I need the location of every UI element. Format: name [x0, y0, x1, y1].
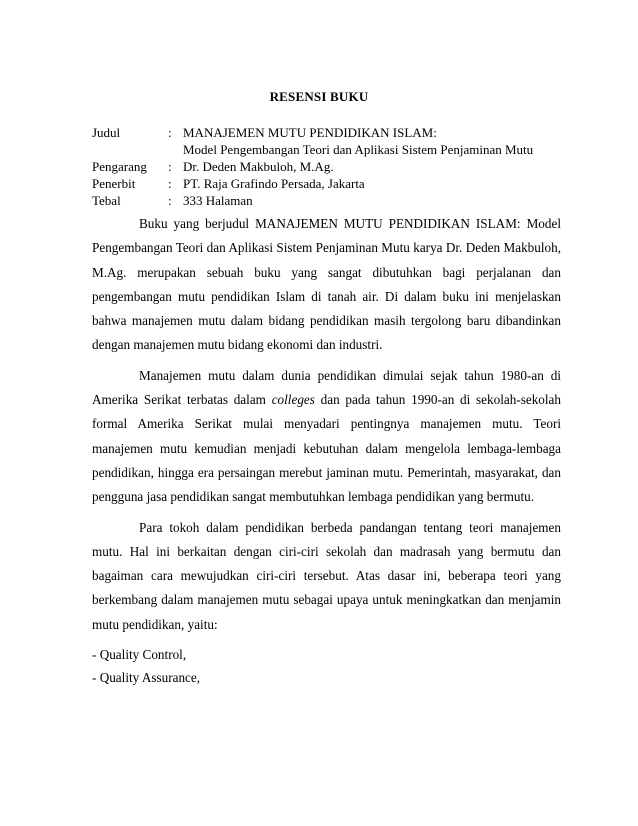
paragraph-1: Buku yang berjudul MANAJEMEN MUTU PENDIDIKAN ISLAM: Model Pengembangan Teori dan Aplikasi Sistem Penjaminan Mutu karya Dr. Deden Makbuloh, M.Ag. merupakan sebuah buku yang sangat dibutuhkan bagi perjalanan dan pengembangan mutu pendidikan Islam di tanah air. Di dalam buku ini menjelaskan bahwa manajemen mutu dalam bidang pendidikan masih tergolong baru dibandinkan dengan manajemen mutu bidang ekonomi dan industri. [92, 216, 561, 353]
paragraph-2-italic-term: colleges [271, 392, 315, 408]
meta-key-spacer [92, 141, 168, 158]
meta-row-judul [92, 124, 533, 141]
meta-value-tebal: 333 Halaman [183, 193, 253, 208]
meta-key-penerbit: Penerbit [92, 176, 136, 191]
meta-key-pengarang: Pengarang [92, 159, 147, 174]
paragraph-2 [92, 364, 561, 510]
meta-value-penerbit: PT. Raja Grafindo Persada, Jakarta [183, 176, 365, 191]
meta-value-judul-line2: Model Pengembangan Teori dan Aplikasi Sistem Penjaminan Mutu [183, 142, 534, 157]
meta-key-judul: Judul [92, 125, 121, 140]
paragraph-2-part-2: dan pada tahun 1990-an di sekolah-sekolah formal Amerika Serikat mulai menyadari pentingnya manajemen mutu. Teori manajemen mutu kemudian menjadi kebutuhan dalam mengelola lembaga-lembaga pendidikan, hingga era persaingan merebut jaminan mutu. Pemerintah, masyarakat, dan pengguna jasa pendidikan sangat membutuhkan lembaga pendidikan yang bermutu. [92, 392, 562, 505]
paragraph-2-part-1: Manajemen mutu dalam dunia pendidikan dimulai sejak tahun 1980-an di Amerika Serikat terbatas dalam [92, 367, 561, 408]
meta-row-judul-cont [92, 141, 533, 158]
meta-row-pengarang [92, 158, 533, 175]
paragraph-3: Para tokoh dalam pendidikan berbeda pandangan tentang teori manajemen mutu. Hal ini berkaitan dengan ciri-ciri sekolah dan madrasah yang bermutu dan bagaiman cara mewujudkan ciri-ciri tersebut. Atas dasar ini, beberapa teori yang berkembang dalam manajemen mutu sebagai upaya untuk meningkatkan dan menjamin mutu pendidikan, yaitu: [92, 519, 561, 632]
meta-value-pengarang: Dr. Deden Makbuloh, M.Ag. [183, 159, 334, 174]
meta-value-judul-line1: MANAJEMEN MUTU PENDIDIKAN ISLAM: [183, 125, 437, 140]
meta-row-penerbit [92, 175, 533, 192]
book-metadata [92, 124, 533, 209]
meta-colon: : [168, 176, 172, 191]
meta-row-tebal [92, 192, 533, 209]
document-title: RESENSI BUKU [269, 89, 369, 104]
list-item: - Quality Assurance, [92, 670, 201, 686]
meta-colon-spacer [168, 141, 183, 158]
list-item: - Quality Control, [92, 647, 187, 663]
review-body [92, 212, 561, 689]
meta-colon: : [168, 125, 172, 140]
meta-colon: : [168, 193, 172, 208]
theory-list [92, 643, 561, 689]
meta-colon: : [168, 159, 172, 174]
meta-key-tebal: Tebal [92, 193, 121, 208]
